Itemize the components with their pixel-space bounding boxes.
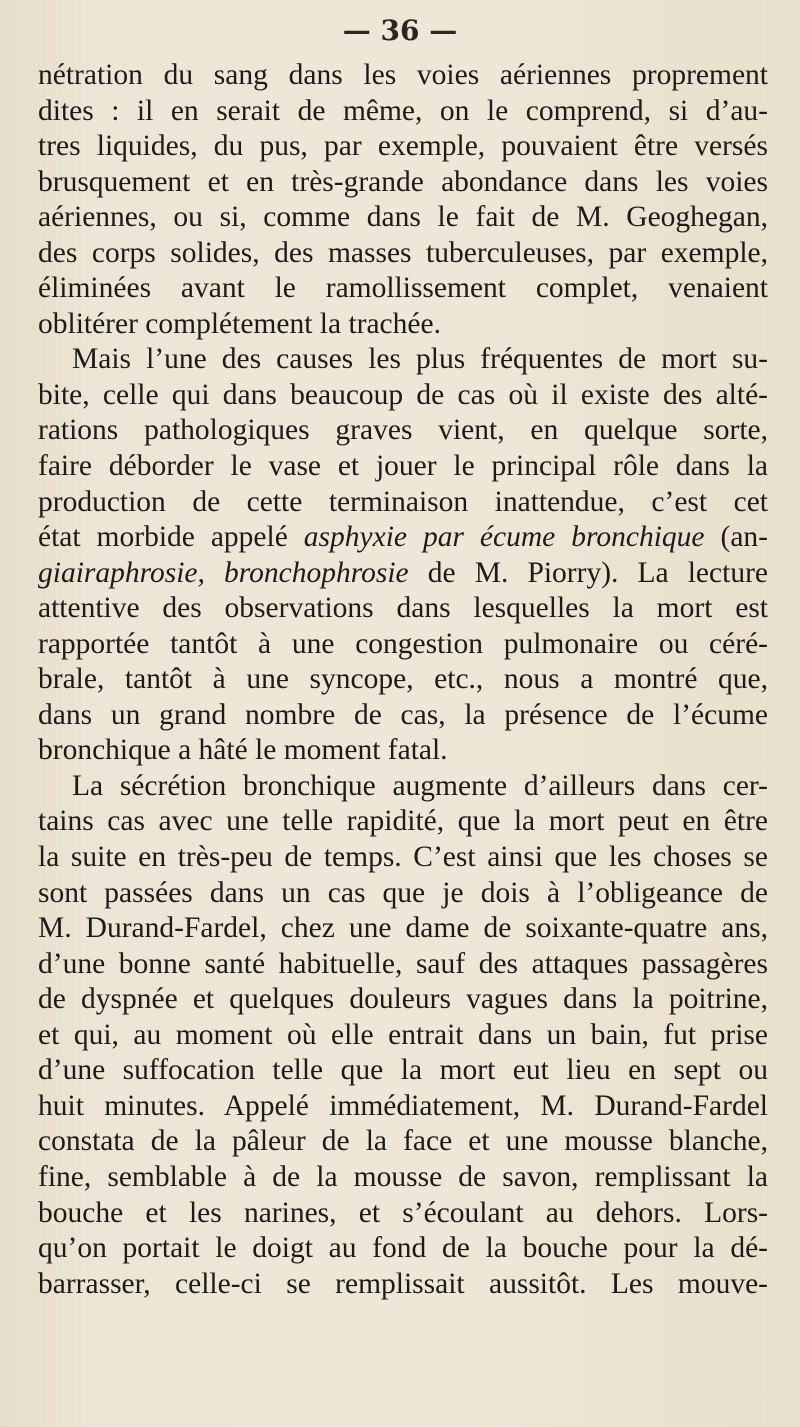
text-run: de M. Piorry). La lecture: [408, 556, 768, 589]
text-line: La sécrétion bronchique augmente d’ailleurs dans cer-: [72, 769, 768, 802]
italic-term: asphyxie par écume bronchique: [303, 521, 705, 554]
text-line: faire déborder le vase et jouer le principal rôle dans la: [38, 450, 768, 483]
text-line: éliminées avant le ramollissement complet, venaient: [38, 272, 768, 305]
text-line: production de cette terminaison inattendue, c’est cet: [38, 485, 768, 518]
text-line: bite, celle qui dans beaucoup de cas où il existe des alté-: [38, 378, 768, 411]
body-text: [38, 58, 768, 1302]
text-line: tains cas avec une telle rapidité, que la mort peut en être: [38, 805, 768, 838]
text-line: huit minutes. Appelé immédiatement, M. Durand-Fardel: [38, 1089, 768, 1122]
text-line: rapportée tantôt à une congestion pulmonaire ou céré-: [38, 627, 768, 660]
text-line: Mais l’une des causes les plus fréquentes de mort su-: [72, 343, 768, 376]
text-run: état morbide appelé: [38, 521, 304, 554]
text-line: tres liquides, du pus, par exemple, pouvaient être versés: [38, 130, 768, 163]
text-line: la suite en très-peu de temps. C’est ainsi que les choses se: [38, 841, 768, 874]
text-line: bouche et les narines, et s’écoulant au dehors. Lors-: [38, 1196, 768, 1229]
text-line: fine, semblable à de la mousse de savon, remplissant la: [38, 1160, 768, 1193]
text-line-with-emphasis: [38, 520, 768, 556]
text-line: et qui, au moment où elle entrait dans un bain, fut prise: [38, 1018, 768, 1051]
text-line-with-emphasis: [38, 556, 768, 592]
text-line: d’une bonne santé habituelle, sauf des attaques passagères: [38, 947, 768, 980]
text-line: des corps solides, des masses tuberculeuses, par exemple,: [38, 236, 768, 269]
text-line: rations pathologiques graves vient, en quelque sorte,: [38, 414, 768, 447]
text-line: brusquement et en très-grande abondance dans les voies: [38, 165, 768, 198]
text-line: qu’on portait le doigt au fond de la bouche pour la dé-: [38, 1232, 768, 1265]
text-line: barrasser, celle-ci se remplissait aussitôt. Les mouve-: [38, 1267, 768, 1300]
text-line: M. Durand-Fardel, chez une dame de soixante-quatre ans,: [38, 912, 768, 945]
text-line: bronchique a hâté le moment fatal.: [38, 734, 448, 767]
text-line: constata de la pâleur de la face et une mousse blanche,: [38, 1125, 768, 1158]
text-line: sont passées dans un cas que je dois à l’obligeance de: [38, 876, 768, 909]
text-line: brale, tantôt à une syncope, etc., nous a montré que,: [38, 663, 768, 696]
text-line: dans un grand nombre de cas, la présence de l’écume: [38, 698, 768, 731]
text-line: oblitérer complétement la trachée.: [38, 307, 441, 340]
page-number: — 36 —: [342, 14, 458, 47]
text-line: aériennes, ou si, comme dans le fait de M. Geoghegan,: [38, 201, 768, 234]
text-run: (an-: [704, 521, 768, 554]
text-line: nétration du sang dans les voies aériennes proprement: [38, 59, 768, 91]
text-line: d’une suffocation telle que la mort eut lieu en sept ou: [38, 1054, 768, 1087]
italic-term: giairaphrosie, bronchophrosie: [38, 556, 409, 589]
text-line: de dyspnée et quelques douleurs vagues dans la poitrine,: [38, 983, 768, 1016]
text-line: attentive des observations dans lesquelles la mort est: [38, 592, 768, 625]
text-line: dites : il en serait de même, on le comprend, si d’au-: [38, 94, 768, 127]
